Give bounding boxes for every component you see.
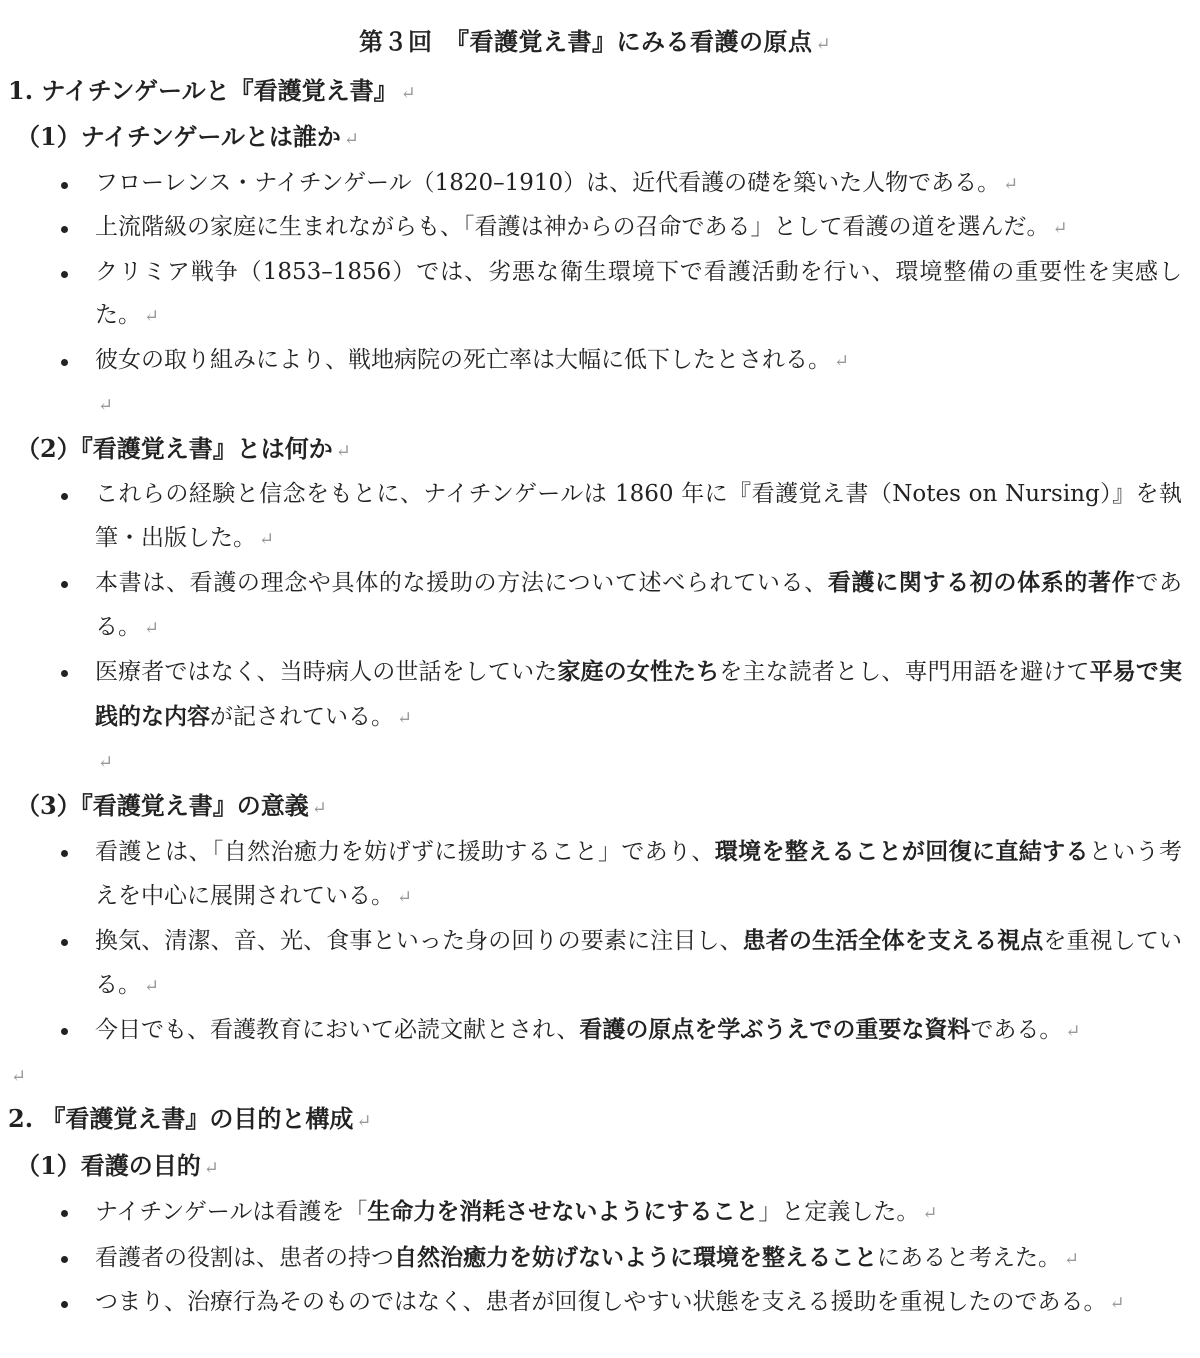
paragraph-mark-icon: ↵ <box>1065 1021 1081 1042</box>
bullet-list <box>8 162 1182 384</box>
list-item: 上流階級の家庭に生まれながらも、「看護は神からの召命である」として看護の道を選んだ。 ↵ <box>8 206 1182 251</box>
list-item: 看護者の役割は、患者の持つ自然治癒力を妨げないように環境を整えることにあると考えた。 ↵ <box>8 1236 1182 1282</box>
title-text: 第３回 『看護覚え書』にみる看護の原点 <box>358 27 813 56</box>
list-item: 換気、清潔、音、光、食事といった身の回りの要素に注目し、患者の生活全体を支える視点を重視している。 ↵ <box>8 919 1182 1008</box>
empty-paragraph <box>8 1054 1182 1098</box>
paragraph-mark-icon: ↵ <box>98 752 114 773</box>
paragraph-mark-icon: ↵ <box>834 350 850 372</box>
paragraph-mark-icon: ↵ <box>1052 218 1068 239</box>
bullet-list <box>8 830 1182 1054</box>
paragraph-mark-icon: ↵ <box>203 1157 219 1179</box>
list-item: 看護とは、「自然治癒力を妨げずに援助すること」であり、環境を整えることが回復に直結するという考えを中心に展開されている。 ↵ <box>8 830 1182 919</box>
paragraph-mark-icon: ↵ <box>343 129 359 150</box>
list-item: 彼女の取り組みにより、戦地病院の死亡率は大幅に低下したとされる。 ↵ <box>8 339 1182 384</box>
list-item: クリミア戦争（1853–1856）では、劣悪な衛生環境下で看護活動を行い、環境整備の重要性を実感した。 ↵ <box>8 251 1182 339</box>
list-item: ナイチンゲールは看護を「生命力を消耗させないようにすること」と定義した。 ↵ <box>8 1190 1182 1236</box>
section-heading: 1. ナイチンゲールと『看護覚え書』 ↵ <box>8 75 416 105</box>
paragraph-mark-icon: ↵ <box>397 886 413 908</box>
paragraph-mark-icon: ↵ <box>144 306 160 327</box>
subsection-heading: （1）ナイチンゲールとは誰か ↵ <box>16 122 359 151</box>
list-item: つまり、治療行為そのものではなく、患者が回復しやすい状態を支える援助を重視したのである。 ↵ <box>8 1281 1182 1326</box>
list-item: 医療者ではなく、当時病人の世話をしていた家庭の女性たちを主な読者とし、専門用語を避けて平易で実践的な内容が記されている。 ↵ <box>8 650 1182 740</box>
document-title <box>8 20 1182 67</box>
paragraph-mark-icon: ↵ <box>1064 1248 1080 1270</box>
list-item: フローレンス・ナイチンゲール（1820–1910）は、近代看護の礎を築いた人物である。 ↵ <box>8 162 1182 207</box>
paragraph-mark-icon: ↵ <box>259 528 275 550</box>
list-item: これらの経験と信念をもとに、ナイチンゲールは 1860 年に『看護覚え書（Notes on Nursing）』を執筆・出版した。 ↵ <box>8 473 1182 561</box>
subsection-heading: （1）看護の目的 ↵ <box>16 1150 219 1180</box>
subsection-heading: （2）『看護覚え書』とは何か ↵ <box>16 433 351 463</box>
paragraph-mark-icon: ↵ <box>356 1111 372 1132</box>
paragraph-mark-icon: ↵ <box>144 975 160 997</box>
bullet-list <box>8 473 1182 740</box>
paragraph-mark-icon: ↵ <box>335 440 351 462</box>
paragraph-mark-icon: ↵ <box>1109 1293 1125 1314</box>
paragraph-mark-icon: ↵ <box>144 617 160 639</box>
paragraph-mark-icon: ↵ <box>1003 173 1019 195</box>
empty-paragraph <box>8 740 1182 784</box>
subsection-heading: （3）『看護覚え書』の意義 ↵ <box>16 790 327 820</box>
paragraph-mark-icon: ↵ <box>397 707 413 729</box>
empty-paragraph <box>8 383 1182 427</box>
list-item: 今日でも、看護教育において必読文献とされ、看護の原点を学ぶうえでの重要な資料である。 ↵ <box>8 1008 1182 1054</box>
paragraph-mark-icon: ↵ <box>400 82 416 104</box>
paragraph-mark-icon: ↵ <box>815 34 832 55</box>
paragraph-mark-icon: ↵ <box>11 1065 27 1087</box>
section-heading: 2. 『看護覚え書』の目的と構成 ↵ <box>8 1104 372 1133</box>
bullet-list <box>8 1190 1182 1326</box>
paragraph-mark-icon: ↵ <box>922 1203 938 1224</box>
paragraph-mark-icon: ↵ <box>311 797 327 819</box>
paragraph-mark-icon: ↵ <box>98 395 114 416</box>
list-item: 本書は、看護の理念や具体的な援助の方法について述べられている、看護に関する初の体系的著作である。 ↵ <box>8 561 1182 650</box>
